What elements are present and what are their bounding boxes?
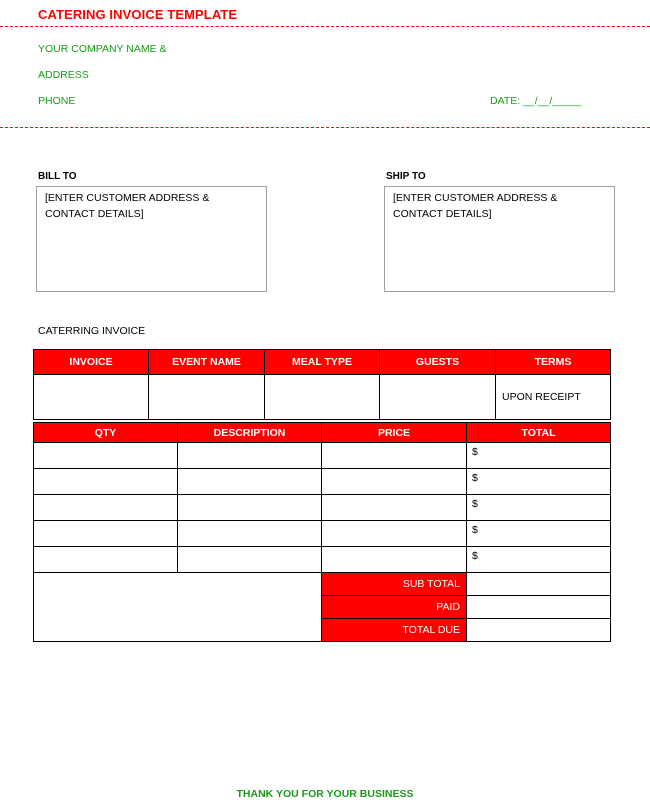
- description-cell[interactable]: [178, 495, 322, 521]
- bill-to-box[interactable]: [36, 186, 267, 292]
- terms-cell[interactable]: UPON RECEIPT: [496, 375, 611, 420]
- table-row: [34, 469, 611, 495]
- table-row: [34, 443, 611, 469]
- invoice-info-table: [33, 349, 611, 420]
- description-cell[interactable]: [178, 547, 322, 573]
- total-cell[interactable]: $: [467, 495, 611, 521]
- header-price: PRICE: [322, 423, 467, 443]
- notes-area[interactable]: [34, 573, 322, 642]
- total-cell[interactable]: $: [467, 521, 611, 547]
- total-cell[interactable]: $: [467, 469, 611, 495]
- total-cell[interactable]: $: [467, 547, 611, 573]
- date-field[interactable]: DATE: __/__/_____: [490, 95, 582, 107]
- thank-you-footer: THANK YOU FOR YOUR BUSINESS: [236, 788, 414, 800]
- meal-type-cell[interactable]: [265, 375, 380, 420]
- paid-label: PAID: [322, 596, 467, 619]
- paid-value[interactable]: [467, 596, 611, 619]
- description-cell[interactable]: [178, 443, 322, 469]
- top-divider: [0, 26, 650, 27]
- price-cell[interactable]: [322, 469, 467, 495]
- table-row: [34, 547, 611, 573]
- event-name-cell[interactable]: [149, 375, 265, 420]
- header-invoice: INVOICE: [34, 350, 149, 375]
- qty-cell[interactable]: [34, 521, 178, 547]
- price-cell[interactable]: [322, 443, 467, 469]
- description-cell[interactable]: [178, 469, 322, 495]
- total-due-label: TOTAL DUE: [322, 619, 467, 642]
- ship-to-box[interactable]: [384, 186, 615, 292]
- header-divider: [0, 127, 650, 128]
- qty-cell[interactable]: [34, 547, 178, 573]
- total-due-value[interactable]: [467, 619, 611, 642]
- guests-cell[interactable]: [380, 375, 496, 420]
- table-row: [34, 521, 611, 547]
- invoice-title: CATERING INVOICE TEMPLATE: [38, 7, 238, 22]
- company-address: ADDRESS: [38, 69, 89, 81]
- header-qty: QTY: [34, 423, 178, 443]
- header-event-name: EVENT NAME: [149, 350, 265, 375]
- qty-cell[interactable]: [34, 443, 178, 469]
- invoice-section-label: CATERRING INVOICE: [38, 325, 146, 337]
- qty-cell[interactable]: [34, 495, 178, 521]
- qty-cell[interactable]: [34, 469, 178, 495]
- price-cell[interactable]: [322, 495, 467, 521]
- bill-to-placeholder: [ENTER CUSTOMER ADDRESS & CONTACT DETAILS]: [45, 192, 210, 220]
- bill-to-label: BILL TO: [38, 171, 77, 182]
- header-meal-type: MEAL TYPE: [265, 350, 380, 375]
- description-cell[interactable]: [178, 521, 322, 547]
- company-phone: PHONE: [38, 95, 76, 107]
- table-row: [34, 495, 611, 521]
- header-terms: TERMS: [496, 350, 611, 375]
- sub-total-label: SUB TOTAL: [322, 573, 467, 596]
- price-cell[interactable]: [322, 547, 467, 573]
- invoice-number-cell[interactable]: [34, 375, 149, 420]
- price-cell[interactable]: [322, 521, 467, 547]
- items-table: [33, 422, 611, 642]
- company-name: YOUR COMPANY NAME &: [38, 43, 167, 55]
- header-total: TOTAL: [467, 423, 611, 443]
- sub-total-value[interactable]: [467, 573, 611, 596]
- header-description: DESCRIPTION: [178, 423, 322, 443]
- ship-to-label: SHIP TO: [386, 171, 426, 182]
- header-guests: GUESTS: [380, 350, 496, 375]
- ship-to-placeholder: [ENTER CUSTOMER ADDRESS & CONTACT DETAILS]: [393, 192, 558, 220]
- total-cell[interactable]: $: [467, 443, 611, 469]
